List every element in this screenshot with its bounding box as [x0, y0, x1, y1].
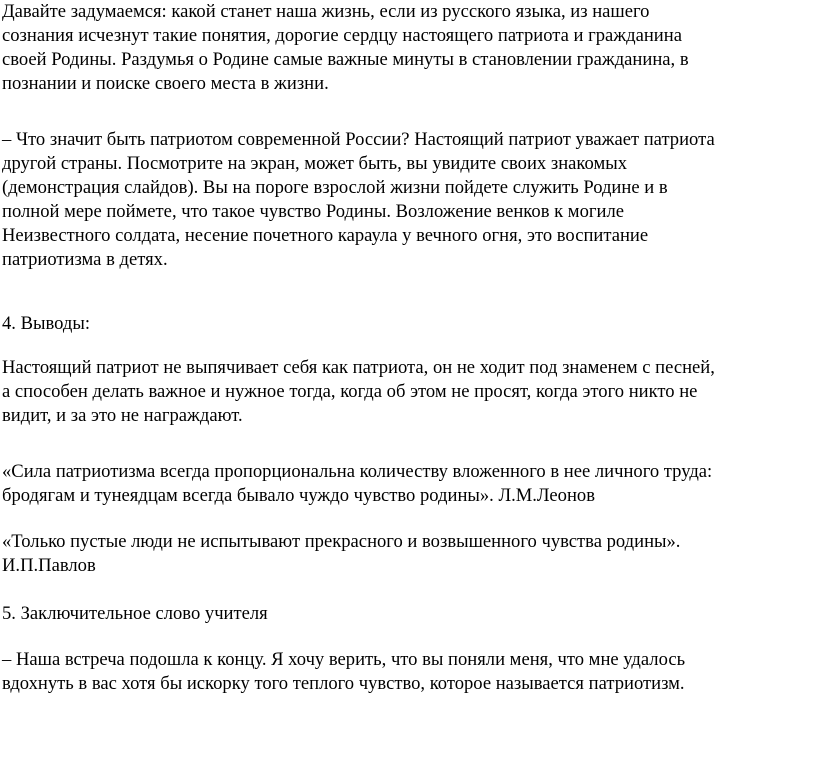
- paragraph-patriot-question: – Что значит быть патриотом современной России? Настоящий патриот уважает патриота другой страны. Посмотрите на экран, может быть, вы увидите своих знакомых (демонстрация слайдов). Вы на пороге взрослой жизни пойдете служить Родине и в полной мере поймете, что такое чувство Родины. Возложение венков к могиле Неизвестного солдата, несение почетного караула у вечного огня, это воспитание патриотизма в детях.: [2, 129, 715, 270]
- quote-leonov: «Сила патриотизма всегда пропорциональна количеству вложенного в нее личного труда: бродягам и тунеядцам всегда бывало чуждо чувство родины». Л.М.Леонов: [2, 461, 713, 506]
- section-heading-final-word: 5. Заключительное слово учителя: [2, 603, 268, 624]
- section-heading-conclusions: 4. Выводы:: [2, 313, 91, 334]
- paragraph-closing: – Наша встреча подошла к концу. Я хочу верить, что вы поняли меня, что мне удалось вдохнуть в вас хотя бы искорку того теплого чувство, которое называется патриотизм.: [2, 649, 686, 694]
- paragraph-intro: Давайте задумаемся: какой станет наша жизнь, если из русского языка, из нашего сознания исчезнут такие понятия, дорогие сердцу настоящего патриота и гражданина своей Родины. Раздумья о Родине самые важные минуты в становлении гражданина, в познании и поиске своего места в жизни.: [2, 1, 689, 94]
- paragraph-true-patriot: Настоящий патриот не выпячивает себя как патриота, он не ходит под знаменем с песней, а способен делать важное и нужное тогда, когда об этом не просят, когда этого никто не видит, и за это не награждают.: [2, 357, 715, 426]
- quote-pavlov: «Только пустые люди не испытывают прекрасного и возвышенного чувства родины». И.П.Павлов: [2, 531, 681, 576]
